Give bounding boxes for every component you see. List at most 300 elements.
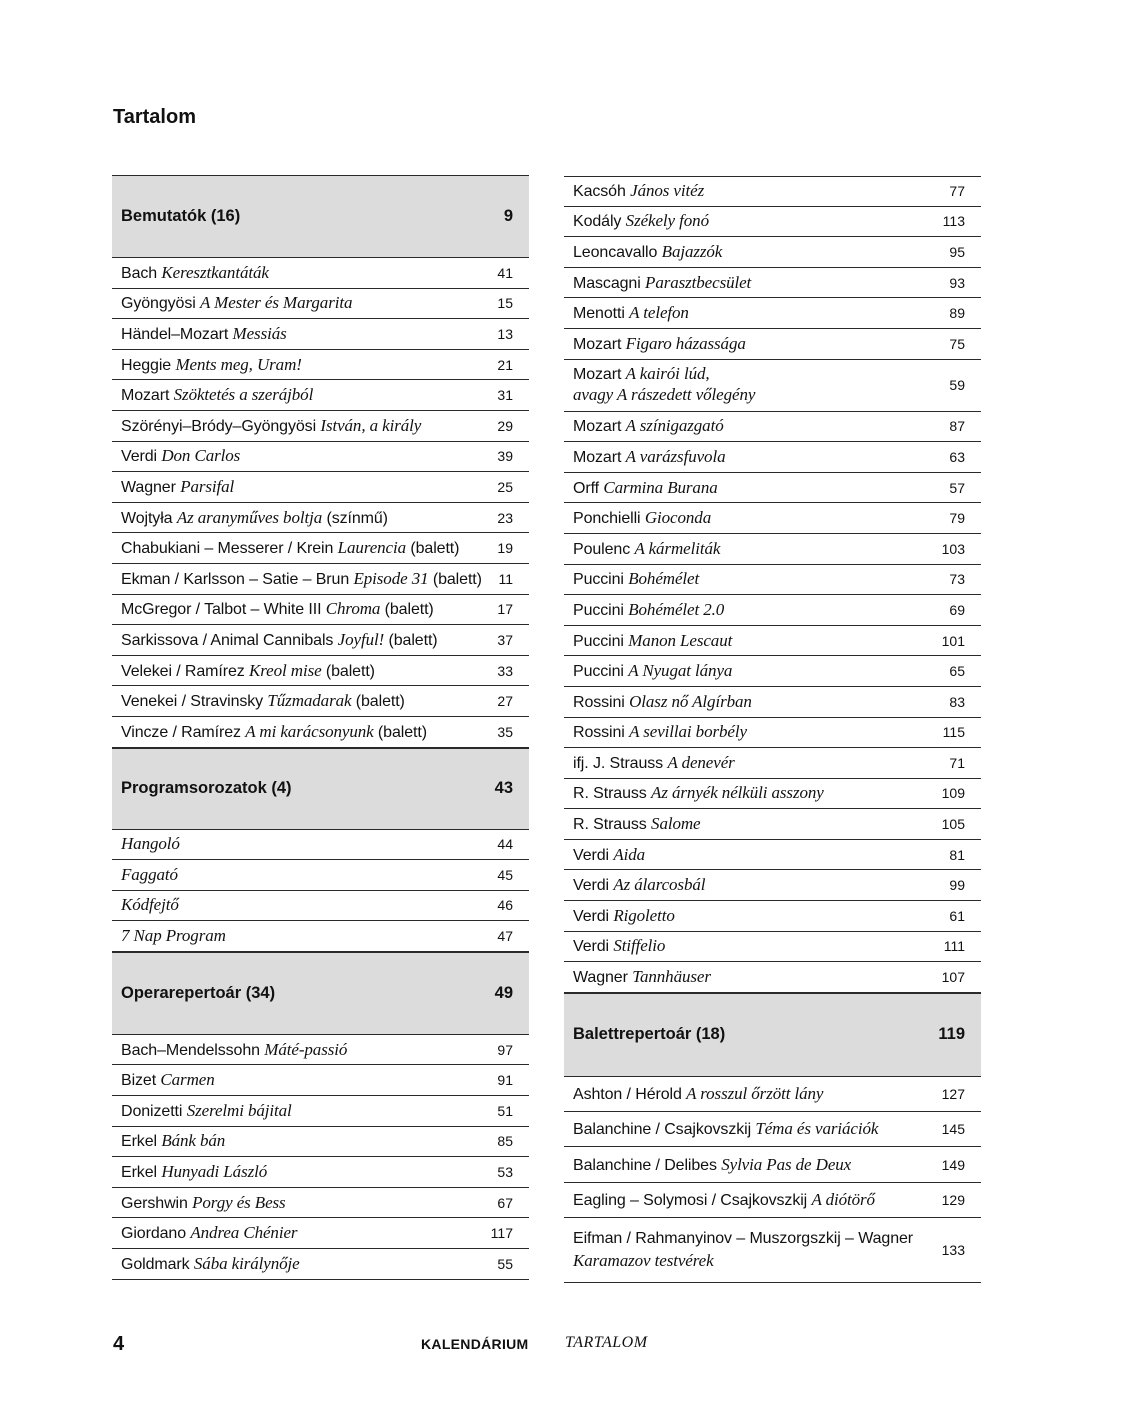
- entry-page: 149: [941, 1156, 965, 1173]
- entry-page: 37: [497, 631, 513, 648]
- toc-row: [564, 809, 981, 840]
- entry-page: 27: [497, 693, 513, 710]
- entry-text: [573, 539, 720, 559]
- entry-work: Aida: [613, 844, 646, 864]
- section-rows-opera-continued-2: [564, 412, 981, 993]
- entry-work: Sába királynője: [193, 1253, 300, 1273]
- entry-work: Bajazzók: [661, 241, 723, 261]
- entry-text: [573, 692, 752, 712]
- toc-row: [112, 1096, 529, 1127]
- entry-page: 35: [497, 723, 513, 740]
- entry-page: 133: [941, 1242, 965, 1259]
- toc-row: [564, 840, 981, 871]
- toc-row: [564, 503, 981, 534]
- footer-page-number: 4: [113, 1333, 125, 1355]
- toc-row: [564, 176, 981, 207]
- toc-row: [112, 625, 529, 656]
- toc-row: [564, 237, 981, 268]
- entry-author: Velekei / Ramírez: [121, 662, 250, 680]
- toc-row: [112, 1188, 529, 1219]
- section-rows-bemutatok: [112, 258, 529, 748]
- entry-page: 25: [497, 478, 513, 495]
- entry-work: Szerelmi bájital: [186, 1100, 292, 1120]
- entry-note: (balett): [428, 570, 482, 588]
- entry-author: Kodály: [573, 213, 626, 231]
- section-page: 43: [494, 779, 513, 797]
- entry-author: Bach–Mendelssohn: [121, 1041, 265, 1059]
- toc-row: [112, 1218, 529, 1249]
- entry-page: 11: [498, 570, 513, 587]
- entry-note: (balett): [321, 662, 375, 680]
- entry-author: Puccini: [573, 571, 629, 589]
- entry-text: [573, 211, 709, 231]
- toc-row: [564, 1112, 981, 1147]
- page-title: Tartalom: [113, 106, 196, 128]
- entry-text: [121, 1101, 292, 1121]
- entry-work: Szöktetés a szerájból: [173, 385, 314, 405]
- toc-row: [112, 830, 529, 861]
- entry-author: Mozart: [573, 418, 626, 436]
- entry-page: 23: [497, 509, 513, 526]
- entry-note: (balett): [406, 540, 460, 558]
- entry-author: Ashton / Hérold: [573, 1085, 687, 1103]
- toc-row: [564, 1183, 981, 1218]
- entry-work: A kármeliták: [634, 538, 721, 558]
- entry-page: 46: [497, 897, 513, 914]
- toc-row: [564, 329, 981, 360]
- entry-work: A telefon: [629, 303, 689, 323]
- entry-page: 13: [497, 325, 513, 342]
- entry-page: 44: [497, 836, 513, 853]
- toc-row: [564, 565, 981, 596]
- entry-author: Rossini: [573, 693, 630, 711]
- entry-text: [573, 967, 711, 987]
- entry-note: (színmű): [322, 509, 388, 527]
- entry-author: Puccini: [573, 632, 629, 650]
- entry-text: [121, 1162, 267, 1182]
- entry-author: Balanchine / Delibes: [573, 1156, 722, 1174]
- entry-page: 75: [949, 335, 965, 352]
- entry-text: [573, 242, 722, 262]
- toc-right-column: [564, 176, 981, 1283]
- entry-text: [121, 599, 434, 619]
- entry-page: 107: [941, 969, 965, 986]
- entry-page: 99: [949, 877, 965, 894]
- toc-row: [564, 779, 981, 810]
- entry-author: Rossini: [573, 724, 630, 742]
- entry-page: 89: [949, 305, 965, 322]
- toc-row: [564, 207, 981, 238]
- toc-row: [564, 901, 981, 932]
- entry-text: [121, 324, 287, 344]
- toc-row: [112, 1035, 529, 1066]
- entry-text: [573, 416, 724, 436]
- entry-author: Leoncavallo: [573, 243, 662, 261]
- entry-page: 95: [949, 243, 965, 260]
- toc-row: [112, 503, 529, 534]
- entry-author: Puccini: [573, 601, 629, 619]
- toc-row: [564, 932, 981, 963]
- entry-text: [573, 753, 735, 773]
- entry-text: [573, 814, 701, 834]
- entry-text: [573, 334, 746, 354]
- entry-author: Verdi: [573, 846, 614, 864]
- entry-work: Chroma: [325, 599, 381, 619]
- entry-work: Faggató: [121, 864, 178, 884]
- entry-author: Bizet: [121, 1072, 161, 1090]
- toc-row: [564, 748, 981, 779]
- entry-text: [121, 508, 388, 528]
- entry-work: A rosszul őrzött lány: [686, 1083, 824, 1103]
- entry-work: Porgy és Bess: [192, 1192, 286, 1212]
- toc-row: [564, 656, 981, 687]
- toc-row: [112, 686, 529, 717]
- entry-work: Keresztkantáták: [161, 262, 269, 282]
- section-rows-operarepertoar: [112, 1035, 529, 1280]
- entry-work: Andrea Chénier: [190, 1223, 298, 1243]
- entry-author: Kacsóh: [573, 183, 631, 201]
- entry-text: [573, 1228, 913, 1273]
- entry-author: Wagner: [121, 478, 181, 496]
- entry-work: Parasztbecsület: [645, 272, 752, 292]
- entry-author: Wagner: [573, 969, 633, 987]
- entry-author: Donizetti: [121, 1102, 187, 1120]
- entry-text: [573, 875, 705, 895]
- entry-work: Tűzmadarak: [267, 691, 352, 711]
- entry-work: János vitéz: [630, 181, 705, 201]
- entry-page: 117: [490, 1225, 513, 1242]
- entry-text: [121, 1070, 215, 1090]
- entry-text: [121, 691, 405, 711]
- toc-row: [564, 473, 981, 504]
- entry-page: 111: [943, 938, 965, 955]
- section-rows-opera-continued: [564, 176, 981, 360]
- entry-text: [573, 845, 645, 865]
- entry-author: Poulenc: [573, 540, 635, 558]
- entry-text: [121, 477, 234, 497]
- toc-row: [112, 656, 529, 687]
- toc-row: [112, 289, 529, 320]
- entry-author: Verdi: [573, 938, 614, 956]
- entry-text: [573, 1190, 875, 1210]
- entry-text: [121, 834, 180, 854]
- entry-text: [121, 569, 482, 589]
- toc-row: [112, 1157, 529, 1188]
- entry-author: Sarkissova / Animal Cannibals: [121, 631, 338, 649]
- entry-work: Az álarcosbál: [613, 875, 706, 895]
- entry-page: 71: [949, 754, 965, 771]
- entry-author: Menotti: [573, 305, 630, 323]
- entry-page: 59: [949, 377, 965, 394]
- entry-page: 91: [497, 1072, 513, 1089]
- entry-text: [121, 263, 269, 283]
- toc-row: [564, 687, 981, 718]
- entry-work: A diótörő: [811, 1189, 875, 1209]
- entry-text: [121, 385, 313, 405]
- entry-author: Mascagni: [573, 274, 646, 292]
- entry-page: 67: [497, 1194, 513, 1211]
- entry-work: A színigazgató: [625, 416, 724, 436]
- entry-page: 33: [497, 662, 513, 679]
- entry-page: 103: [941, 540, 965, 557]
- entry-text: [121, 926, 226, 946]
- entry-page: 41: [497, 264, 513, 281]
- toc-row: [564, 268, 981, 299]
- toc-row: [112, 533, 529, 564]
- section-header-operarepertoar: [112, 952, 529, 1035]
- entry-author: McGregor / Talbot – White III: [121, 601, 326, 619]
- entry-work: Kódfejtő: [121, 895, 179, 915]
- entry-author: Verdi: [121, 448, 162, 466]
- entry-page: 19: [497, 540, 513, 557]
- entry-author: Eagling – Solymosi / Csajkovszkij: [573, 1191, 812, 1209]
- entry-author: Vincze / Ramírez: [121, 723, 246, 741]
- toc-row: [564, 1147, 981, 1182]
- toc-row: [564, 1077, 981, 1112]
- entry-work: Stiffelio: [613, 936, 666, 956]
- entry-author: ifj. J. Strauss: [573, 754, 668, 772]
- entry-author: Szörényi–Bródy–Gyöngyösi: [121, 417, 321, 435]
- toc-row: [564, 595, 981, 626]
- entry-work: A sevillai borbély: [629, 722, 747, 742]
- entry-author: Wojtyła: [121, 509, 177, 527]
- entry-work: Bánk bán: [161, 1131, 226, 1151]
- entry-page: 17: [497, 601, 513, 618]
- entry-text: [121, 865, 178, 885]
- entry-page: 69: [949, 601, 965, 618]
- entry-text: [573, 631, 732, 651]
- entry-author: Goldmark: [121, 1255, 194, 1273]
- entry-work: A denevér: [667, 752, 735, 772]
- entry-author: Balanchine / Csajkovszkij: [573, 1121, 756, 1139]
- entry-author: Gyöngyösi: [121, 295, 201, 313]
- toc-row: [112, 1249, 529, 1280]
- entry-work: Carmen: [160, 1070, 215, 1090]
- section-header-bemutatok: [112, 175, 529, 258]
- entry-page: 39: [497, 448, 513, 465]
- entry-text: [573, 600, 724, 620]
- entry-work: 7 Nap Program: [121, 926, 226, 946]
- entry-text: [573, 722, 747, 742]
- entry-page: 51: [497, 1102, 513, 1119]
- toc-row: [564, 626, 981, 657]
- entry-author: R. Strauss: [573, 816, 652, 834]
- entry-work: Sylvia Pas de Deux: [721, 1154, 852, 1174]
- entry-work: Kreol mise: [249, 660, 322, 680]
- entry-text: [121, 630, 438, 650]
- toc-row: [112, 891, 529, 922]
- entry-text: [121, 1040, 347, 1060]
- entry-page: 53: [497, 1164, 513, 1181]
- entry-author: Heggie: [121, 356, 176, 374]
- entry-work: Episode 31: [353, 568, 429, 588]
- entry-author: Verdi: [573, 877, 614, 895]
- entry-text: [121, 446, 240, 466]
- entry-author: Händel–Mozart: [121, 325, 233, 343]
- entry-author: Puccini: [573, 663, 629, 681]
- entry-work: A Nyugat lánya: [628, 661, 733, 681]
- toc-row: [564, 534, 981, 565]
- entry-page: 87: [949, 418, 965, 435]
- toc-row: [112, 319, 529, 350]
- entry-page: 113: [942, 213, 965, 230]
- entry-page: 109: [941, 785, 965, 802]
- section-title: Balettrepertoár (18): [573, 1025, 726, 1044]
- toc-row: [112, 258, 529, 289]
- section-title: Bemutatók (16): [121, 207, 241, 225]
- entry-page: 115: [942, 724, 965, 741]
- entry-author: Erkel: [121, 1164, 162, 1182]
- entry-text: [121, 538, 459, 558]
- entry-text: [573, 508, 711, 528]
- entry-author: Venekei / Stravinsky: [121, 693, 268, 711]
- entry-text: [121, 355, 302, 375]
- entry-page: 31: [497, 387, 513, 404]
- toc-row: [112, 411, 529, 442]
- toc-row: [112, 442, 529, 473]
- entry-author: Orff: [573, 479, 604, 497]
- toc-row: [112, 595, 529, 626]
- entry-page: 81: [949, 846, 965, 863]
- toc-row: [112, 717, 529, 748]
- entry-page: 77: [949, 183, 965, 200]
- entry-page: 45: [497, 866, 513, 883]
- entry-work: Ments meg, Uram!: [175, 354, 302, 374]
- entry-text: [121, 661, 375, 681]
- entry-text: [121, 416, 421, 436]
- toc-row: [564, 870, 981, 901]
- entry-page: 129: [941, 1191, 965, 1208]
- toc-row: [112, 564, 529, 595]
- entry-author: Erkel: [121, 1133, 162, 1151]
- entry-page: 93: [949, 274, 965, 291]
- entry-author: Mozart: [573, 335, 626, 353]
- entry-author: Mozart: [121, 387, 174, 405]
- section-rows-programsorozatok: [112, 830, 529, 952]
- section-page: 119: [938, 1025, 965, 1044]
- entry-text: [121, 722, 427, 742]
- section-title: Programsorozatok (4): [121, 779, 292, 797]
- entry-author: R. Strauss: [573, 785, 652, 803]
- entry-note: (balett): [380, 601, 434, 619]
- toc-row: [112, 860, 529, 891]
- section-page: 9: [503, 207, 513, 225]
- entry-author: Mozart: [573, 366, 626, 384]
- entry-page: 57: [949, 479, 965, 496]
- entry-author: Ekman / Karlsson – Satie – Brun: [121, 570, 354, 588]
- toc-row: [564, 412, 981, 443]
- entry-page: 105: [941, 816, 965, 833]
- entry-text: [573, 1155, 851, 1175]
- entry-work: Az aranyműves boltja: [176, 507, 323, 527]
- entry-work: Messiás: [232, 323, 287, 343]
- entry-work: Don Carlos: [161, 446, 241, 466]
- entry-page: 85: [497, 1133, 513, 1150]
- toc-left-column: [112, 175, 529, 1280]
- entry-work: István, a király: [320, 415, 422, 435]
- entry-text: [573, 181, 704, 201]
- entry-page: 29: [497, 417, 513, 434]
- entry-page: 97: [497, 1041, 513, 1058]
- section-rows-balettrepertoar: [564, 1077, 981, 1218]
- entry-text: [121, 1254, 300, 1274]
- entry-page: 65: [949, 663, 965, 680]
- entry-text: [573, 569, 699, 589]
- entry-author: Giordano: [121, 1225, 191, 1243]
- toc-row: [112, 380, 529, 411]
- entry-work: Hunyadi László: [161, 1162, 268, 1182]
- entry-text: [121, 293, 352, 313]
- entry-work: A Mester és Margarita: [200, 293, 353, 313]
- entry-author: Gershwin: [121, 1194, 193, 1212]
- entry-work: Joyful!: [337, 629, 385, 649]
- entry-text: [573, 1119, 878, 1139]
- section-title: Operarepertoár (34): [121, 983, 276, 1002]
- toc-row: [564, 298, 981, 329]
- entry-author: Mozart: [573, 448, 626, 466]
- entry-text: [573, 906, 675, 926]
- entry-work: Laurencia: [337, 538, 407, 558]
- entry-author: Eifman / Rahmanyinov – Muszorgszkij – Wagner: [573, 1229, 914, 1247]
- toc-row: [112, 472, 529, 503]
- entry-work: A mi karácsonyunk: [245, 721, 374, 741]
- entry-note: (balett): [351, 693, 405, 711]
- entry-text: [573, 936, 665, 956]
- entry-page: 47: [497, 928, 513, 945]
- footer-publication: KALENDÁRIUM: [421, 1336, 529, 1352]
- entry-work: Tannhäuser: [632, 967, 711, 987]
- entry-work: Salome: [651, 814, 701, 834]
- entry-work: A varázsfuvola: [625, 446, 726, 466]
- entry-author: Verdi: [573, 907, 614, 925]
- toc-row: [564, 718, 981, 749]
- section-page: 49: [494, 983, 513, 1002]
- entry-page: 73: [949, 571, 965, 588]
- entry-work: avagy A rászedett vőlegény: [573, 385, 756, 405]
- entry-work: Máté-passió: [264, 1039, 348, 1059]
- entry-page: 55: [497, 1255, 513, 1272]
- entry-work: Gioconda: [644, 508, 712, 528]
- entry-page: 15: [497, 295, 513, 312]
- section-header-programsorozatok: [112, 748, 529, 830]
- entry-page: 145: [941, 1121, 965, 1138]
- entry-text: [121, 1131, 225, 1151]
- entry-work: Bohémélet: [628, 569, 700, 589]
- entry-work: Parsifal: [180, 476, 235, 496]
- entry-page: 101: [941, 632, 965, 649]
- entry-page: 21: [497, 356, 513, 373]
- toc-row: [564, 1218, 981, 1283]
- entry-work: Az árnyék nélküli asszony: [651, 783, 824, 803]
- entry-text: [573, 303, 689, 323]
- toc-row: [112, 1065, 529, 1096]
- entry-text: [573, 364, 755, 406]
- entry-text: [573, 447, 725, 467]
- entry-text: [573, 783, 824, 803]
- entry-work: Figaro házassága: [625, 333, 746, 353]
- toc-row: [564, 360, 981, 412]
- entry-page: 63: [949, 448, 965, 465]
- entry-text: [121, 895, 179, 915]
- entry-work: Hangoló: [121, 834, 180, 854]
- entry-page: 61: [949, 907, 965, 924]
- entry-page: 127: [941, 1085, 965, 1102]
- entry-text: [573, 478, 718, 498]
- entry-author: Chabukiani – Messerer / Krein: [121, 540, 338, 558]
- entry-work: Téma és variációk: [755, 1119, 879, 1139]
- entry-work: Rigoletto: [613, 905, 675, 925]
- entry-text: [573, 661, 732, 681]
